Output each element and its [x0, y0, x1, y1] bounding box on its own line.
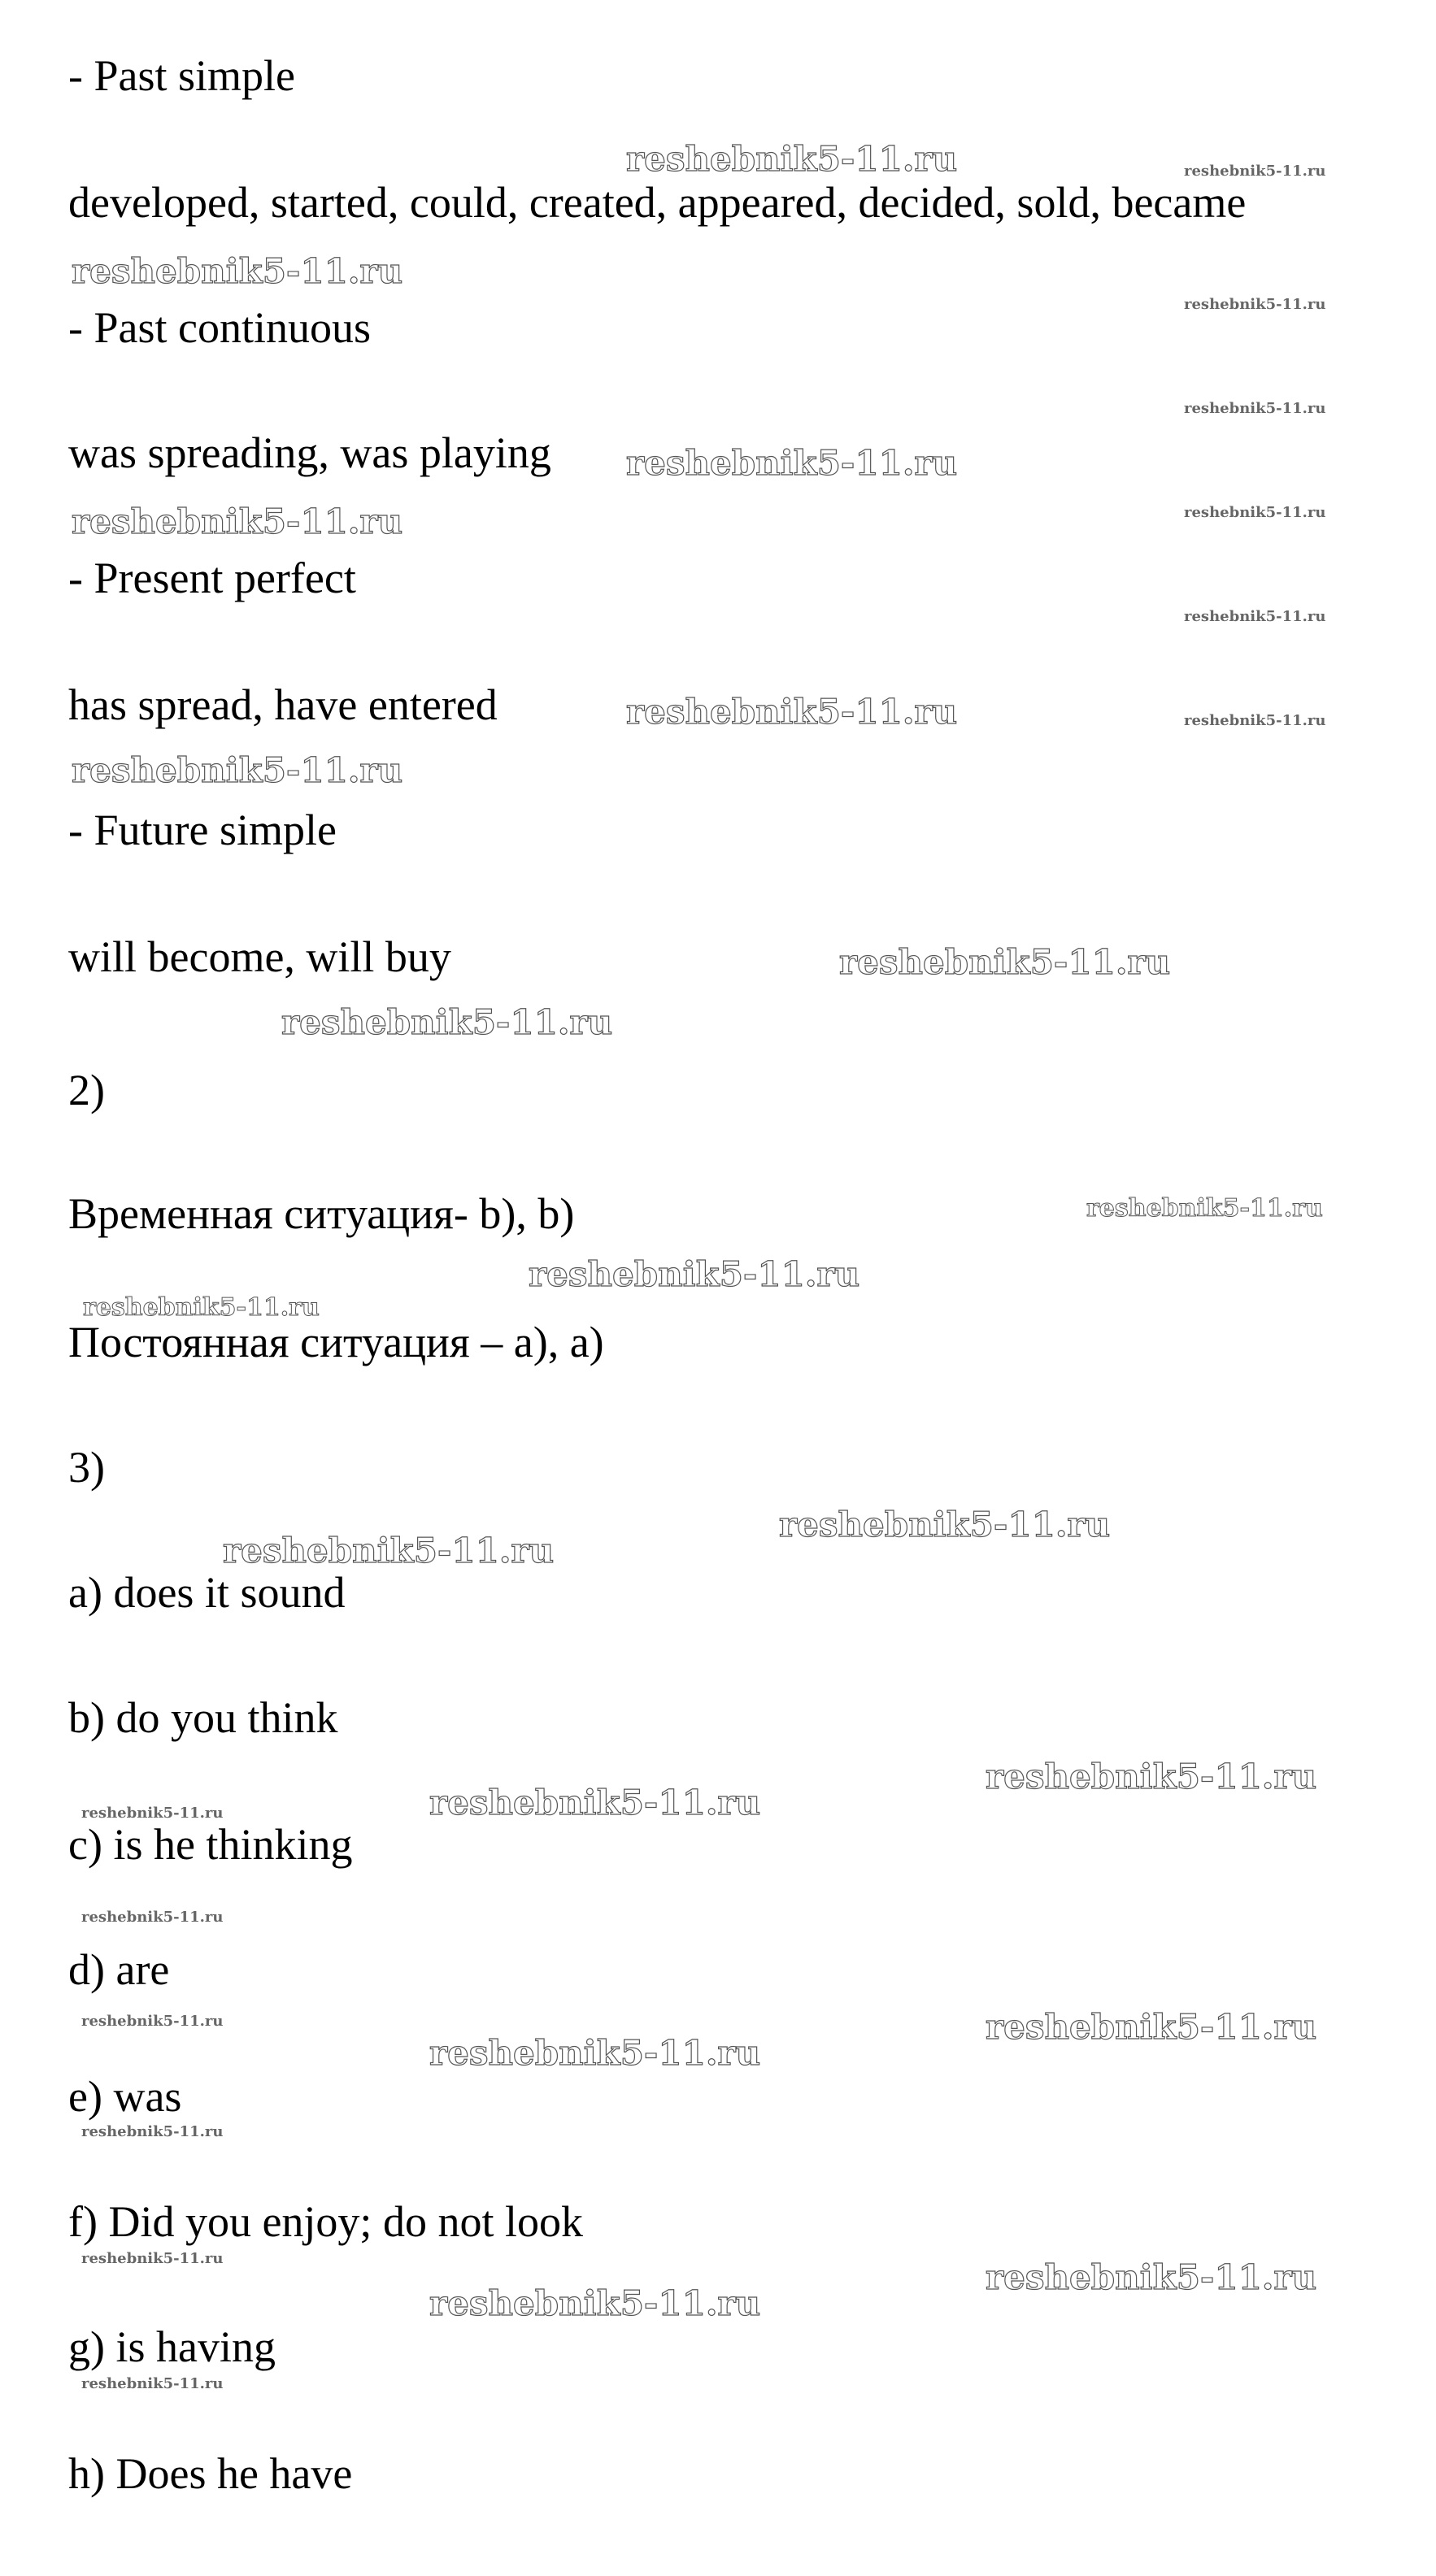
line-answer-a: a) does it sound [68, 1568, 346, 1617]
watermark: reshebnik5-11.ru [626, 692, 958, 732]
line-past-simple-heading: - Past simple [68, 51, 295, 100]
watermark: reshebnik5-11.ru [1086, 1194, 1323, 1223]
watermark: reshebnik5-11.ru [626, 139, 958, 179]
line-past-continuous-heading: - Past continuous [68, 303, 371, 352]
watermark: reshebnik5-11.ru [1184, 504, 1326, 521]
watermark: reshebnik5-11.ru [429, 2283, 761, 2323]
line-future-simple-answers: will become, will buy [68, 932, 451, 981]
watermark: reshebnik5-11.ru [81, 1909, 224, 1926]
watermark: reshebnik5-11.ru [72, 251, 403, 291]
watermark: reshebnik5-11.ru [839, 942, 1171, 982]
watermark: reshebnik5-11.ru [1184, 400, 1326, 417]
watermark: reshebnik5-11.ru [81, 2250, 224, 2267]
line-temporary-situation: Временная ситуация- b), b) [68, 1189, 575, 1238]
line-future-simple-heading: - Future simple [68, 806, 337, 854]
line-present-perfect-answers: has spread, have entered [68, 680, 498, 729]
watermark: reshebnik5-11.ru [986, 2007, 1317, 2047]
watermark: reshebnik5-11.ru [429, 1783, 761, 1822]
line-present-perfect-heading: - Present perfect [68, 554, 356, 602]
watermark: reshebnik5-11.ru [72, 502, 403, 541]
watermark: reshebnik5-11.ru [83, 1293, 320, 1322]
line-past-continuous-answers: was spreading, was playing [68, 428, 551, 477]
line-answer-d: d) are [68, 1945, 170, 1994]
watermark: reshebnik5-11.ru [779, 1505, 1111, 1544]
watermark: reshebnik5-11.ru [281, 1002, 613, 1042]
watermark: reshebnik5-11.ru [1184, 163, 1326, 180]
line-answer-f: f) Did you enjoy; do not look [68, 2197, 583, 2246]
line-permanent-situation: Постоянная ситуация – a), a) [68, 1318, 604, 1366]
line-answer-h: h) Does he have [68, 2449, 353, 2498]
line-answer-b: b) do you think [68, 1693, 338, 1742]
line-past-simple-answers: developed, started, could, created, appeared, decided, sold, became [68, 178, 1247, 227]
watermark: reshebnik5-11.ru [81, 2013, 224, 2030]
line-section-2: 2) [68, 1066, 105, 1114]
watermark: reshebnik5-11.ru [223, 1531, 555, 1570]
line-answer-e: e) was [68, 2072, 182, 2121]
watermark: reshebnik5-11.ru [986, 1757, 1317, 1796]
watermark: reshebnik5-11.ru [429, 2033, 761, 2073]
watermark: reshebnik5-11.ru [72, 750, 403, 790]
watermark: reshebnik5-11.ru [81, 2123, 224, 2140]
line-answer-c: c) is he thinking [68, 1820, 353, 1869]
line-section-3: 3) [68, 1443, 105, 1492]
line-answer-g: g) is having [68, 2322, 276, 2371]
watermark: reshebnik5-11.ru [81, 1805, 224, 1822]
watermark: reshebnik5-11.ru [1184, 296, 1326, 313]
watermark: reshebnik5-11.ru [626, 443, 958, 483]
watermark: reshebnik5-11.ru [529, 1254, 860, 1294]
watermark: reshebnik5-11.ru [1184, 608, 1326, 625]
watermark: reshebnik5-11.ru [986, 2257, 1317, 2297]
watermark: reshebnik5-11.ru [1184, 712, 1326, 729]
watermark: reshebnik5-11.ru [81, 2375, 224, 2392]
